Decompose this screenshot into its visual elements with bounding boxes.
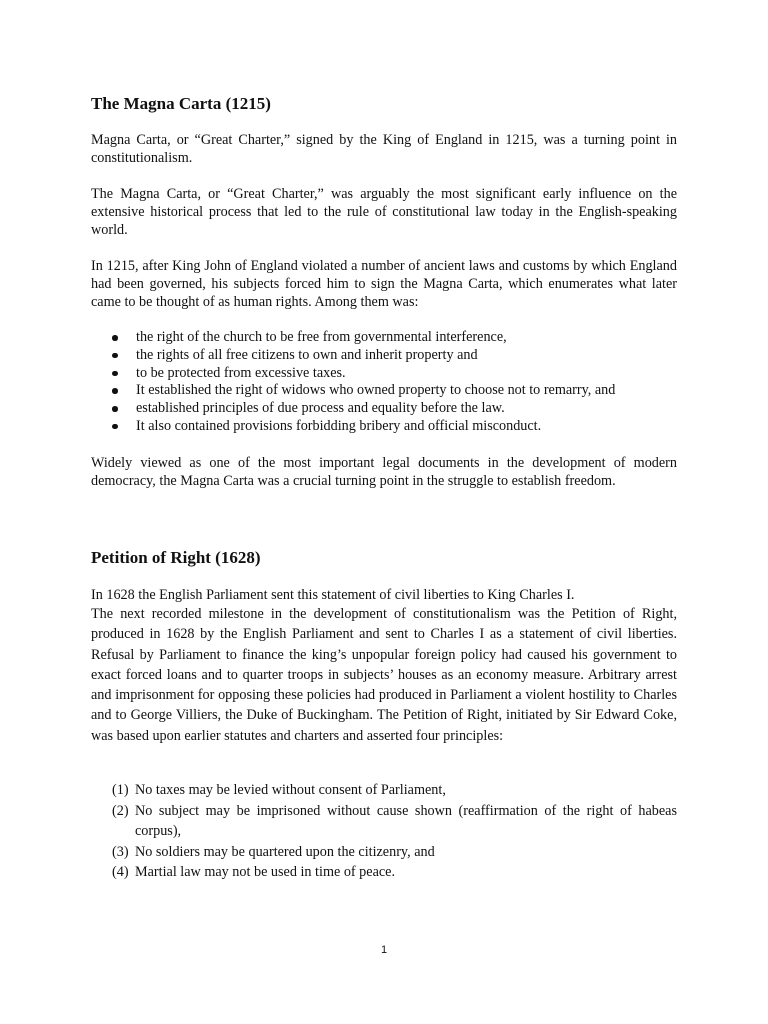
magna-carta-para2: The Magna Carta, or “Great Charter,” was arguably the most significant early influence on the extensive historical process that led to the rule of constitutional law today in the English-speaking world. xyxy=(91,186,677,238)
list-item: (1) No taxes may be levied without consent of Parliament, xyxy=(112,782,446,798)
bullet-icon xyxy=(112,335,118,341)
list-item: established principles of due process and equality before the law. xyxy=(91,400,677,418)
bullet-icon xyxy=(112,353,118,359)
list-item: (4) Martial law may not be used in time of peace. xyxy=(112,864,396,880)
rights-bullet-list xyxy=(91,329,677,436)
magna-carta-para3: In 1215, after King John of England violated a number of ancient laws and customs by which England had been governed, his subjects forced him to sign the Magna Carta, which enumerates what later came to be thought of as human rights. Among them was: xyxy=(91,258,677,310)
list-item: (2) No subject may be imprisoned without cause shown (reaffirmation of the right of habeas corpus), xyxy=(112,802,677,839)
petition-body: The next recorded milestone in the development of constitutionalism was the Petition of Right, produced in 1628 by the English Parliament and sent to Charles I as a statement of civil liberties. Refusal by Parliament to finance the king’s unpopular foreign policy had caused his government to exact forced loans and to quarter troops in subjects’ houses as an economy measure. Arbitrary arrest and imprisonment for opposing these policies had produced in Parliament a violent hostility to Charles and to George Villiers, the Duke of Buckingham. The Petition of Right, initiated by Sir Edward Coke, was based upon earlier statutes and charters and asserted four principles: xyxy=(91,606,677,744)
petition-intro: In 1628 the English Parliament sent this statement of civil liberties to King Charles I. xyxy=(91,587,575,603)
section-title-magna-carta: The Magna Carta (1215) xyxy=(91,94,271,113)
bullet-icon xyxy=(112,371,118,377)
bullet-icon xyxy=(112,424,118,430)
list-item: the right of the church to be free from governmental interference, xyxy=(91,329,677,347)
principles-numbered-list xyxy=(91,780,677,883)
list-item: to be protected from excessive taxes. xyxy=(91,365,677,383)
magna-carta-intro: Magna Carta, or “Great Charter,” signed by the King of England in 1215, was a turning point in constitutionalism. xyxy=(91,132,677,166)
magna-carta-conclusion: Widely viewed as one of the most important legal documents in the development of modern democracy, the Magna Carta was a crucial turning point in the struggle to establish freedom. xyxy=(91,455,677,489)
section-title-petition-of-right: Petition of Right (1628) xyxy=(91,548,261,567)
list-item: (3) No soldiers may be quartered upon the citizenry, and xyxy=(112,843,435,860)
bullet-icon xyxy=(112,406,118,412)
bullet-icon xyxy=(112,388,118,394)
page-number: 1 xyxy=(380,944,388,956)
list-item: the rights of all free citizens to own and inherit property and xyxy=(91,347,677,365)
list-item: It established the right of widows who owned property to choose not to remarry, and xyxy=(91,382,677,400)
list-item: It also contained provisions forbidding bribery and official misconduct. xyxy=(91,418,677,436)
